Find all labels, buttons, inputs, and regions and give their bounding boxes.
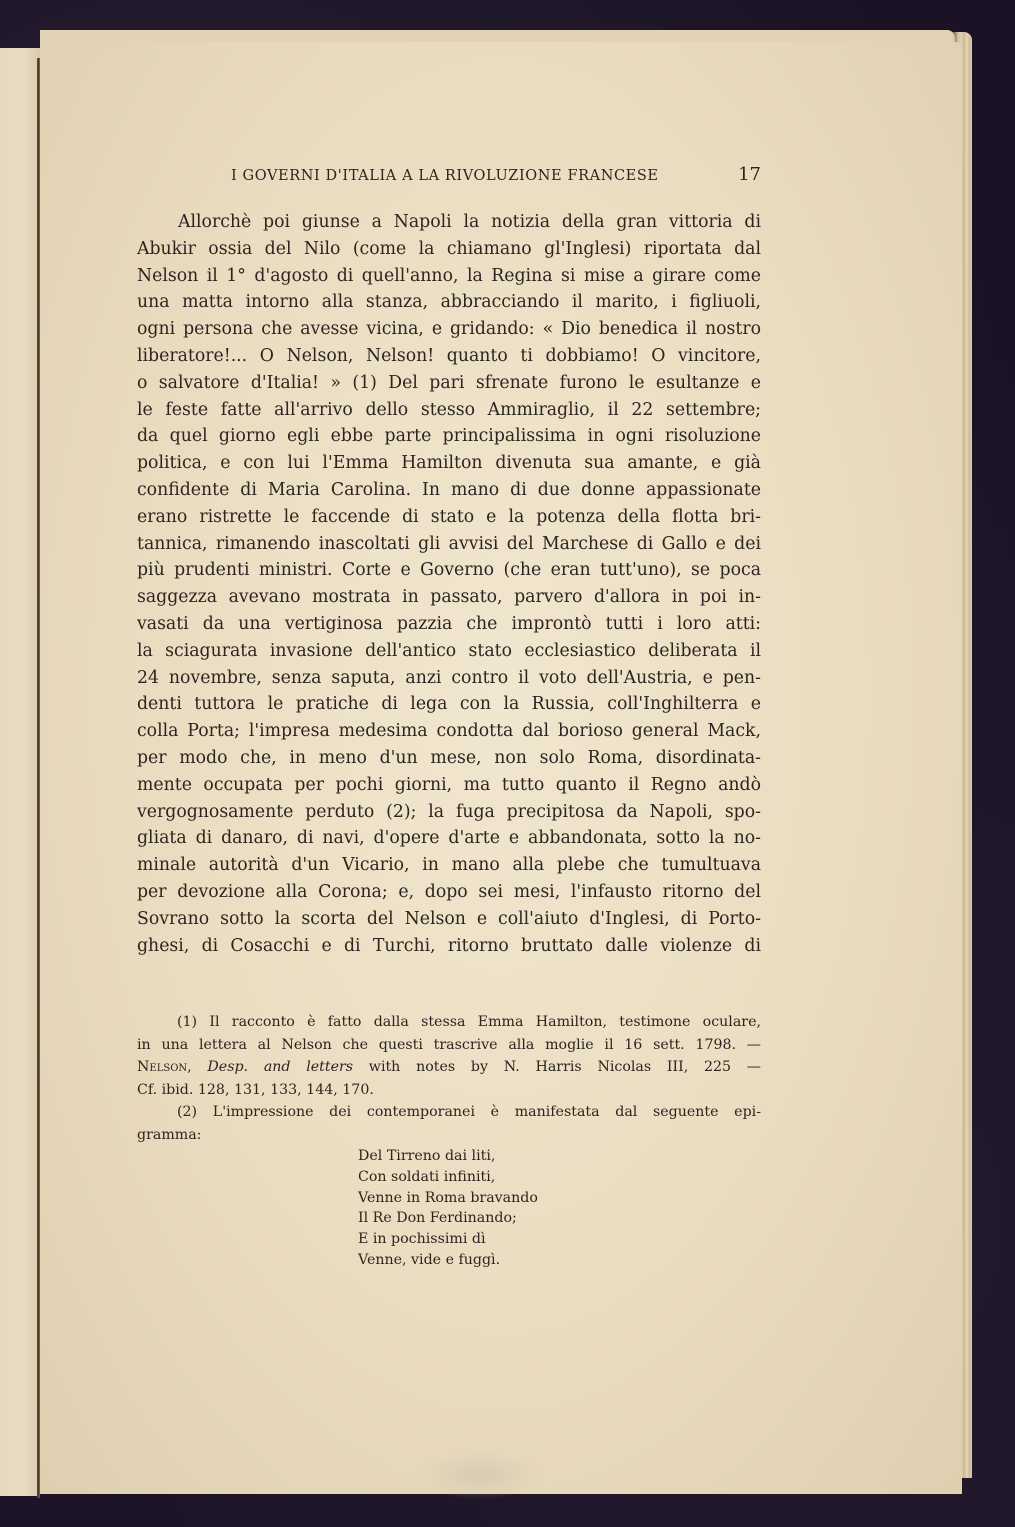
footnote-1-citation — [137, 1056, 761, 1079]
body-line: Nelson il 1° d'agosto di quell'anno, la Regina si mise a girare come — [137, 265, 761, 286]
footnotes — [137, 1011, 761, 1147]
body-line: vasati da una vertiginosa pazzia che improntò tutti i loro atti: — [137, 613, 761, 634]
page-number: 17 — [738, 164, 761, 185]
epigram-line: Del Tirreno dai liti, — [358, 1148, 496, 1164]
footnote-1-line: (1) Il racconto è fatto dalla stessa Emma Hamilton, testimone oculare, — [177, 1014, 761, 1030]
epigram-line: E in pochissimi dì — [358, 1231, 486, 1248]
citation-author: Nelson, — [137, 1059, 192, 1076]
body-line: o salvatore d'Italia! » (1) Del pari sfrenate furono le esultanze e — [137, 372, 761, 393]
body-line: Sovrano sotto la scorta del Nelson e coll'aiuto d'Inglesi, di Porto- — [137, 908, 761, 929]
body-line: confidente di Maria Carolina. In mano di due donne appassionate — [137, 479, 761, 500]
citation-title: Desp. and letters — [207, 1059, 354, 1076]
body-paragraph — [137, 209, 761, 959]
body-line: erano ristrette le faccende di stato e la potenza della flotta bri- — [137, 506, 761, 527]
body-line: ghesi, di Cosacchi e di Turchi, ritorno bruttato dalle violenze di — [137, 935, 761, 956]
citation-details: with notes by N. Harris Nicolas III, 225 — — [368, 1059, 761, 1076]
footnote-2-line: (2) L'impressione dei contemporanei è manifestata dal seguente epi- — [177, 1104, 761, 1121]
body-line: una matta intorno alla stanza, abbracciando il marito, i figliuoli, — [137, 292, 761, 313]
body-line: vergognosamente perduto (2); la fuga precipitosa da Napoli, spo- — [137, 801, 761, 822]
body-line: minale autorità d'un Vicario, in mano alla plebe che tumultuava — [137, 855, 761, 876]
body-line: più prudenti ministri. Corte e Governo (che eran tutt'uno), se poca — [137, 560, 761, 581]
body-line: mente occupata per pochi giorni, ma tutto quanto il Regno andò — [137, 774, 761, 795]
body-line: Abukir ossia del Nilo (come la chiamano gl'Inglesi) riportata dal — [137, 238, 761, 259]
body-line: per devozione alla Corona; e, dopo sei mesi, l'infausto ritorno del — [137, 881, 761, 902]
body-line: gliata di danaro, di navi, d'opere d'arte e abbandonata, sotto la no- — [137, 828, 761, 849]
body-line: per modo che, in meno d'un mese, non solo Roma, disordinata- — [137, 747, 761, 768]
epigram-line: Venne, vide e fuggì. — [358, 1251, 501, 1268]
epigram — [358, 1146, 538, 1271]
book-gutter — [37, 58, 40, 1498]
paper-stain — [420, 1450, 540, 1500]
body-line: saggezza avevano mostrata in passato, parvero d'allora in poi in- — [137, 587, 761, 608]
body-line: politica, e con lui l'Emma Hamilton divenuta sua amante, e già — [137, 453, 761, 474]
body-line: Allorchè poi giunse a Napoli la notizia della gran vittoria di — [178, 212, 761, 232]
footnote-1-line: Cf. ibid. 128, 131, 133, 144, 170. — [137, 1081, 374, 1098]
running-header — [137, 166, 761, 190]
body-line: colla Porta; l'impresa medesima condotta dal borioso general Mack, — [137, 721, 761, 742]
running-head-title: I GOVERNI D'ITALIA A LA RIVOLUZIONE FRANCESE — [231, 168, 659, 184]
body-line: la sciagurata invasione dell'antico stato ecclesiastico deliberata il — [137, 640, 761, 661]
footnote-1-line: in una lettera al Nelson che questi trascrive alla moglie il 16 sett. 1798. — — [137, 1036, 761, 1053]
body-line: le feste fatte all'arrivo dello stesso Ammiraglio, il 22 settembre; — [137, 399, 761, 420]
epigram-line: Con soldati infiniti, — [358, 1168, 496, 1185]
body-line: tannica, rimanendo inascoltati gli avvisi del Marchese di Gallo e dei — [137, 533, 761, 554]
footnote-2-line: gramma: — [137, 1126, 202, 1143]
body-line: liberatore!... O Nelson, Nelson! quanto ti dobbiamo! O vincitore, — [137, 345, 761, 366]
epigram-line: Venne in Roma bravando — [358, 1189, 538, 1206]
epigram-line: Il Re Don Ferdinando; — [358, 1210, 517, 1227]
body-line: ogni persona che avesse vicina, e gridando: « Dio benedica il nostro — [137, 319, 761, 340]
body-line: da quel giorno egli ebbe parte principalissima in ogni risoluzione — [137, 426, 761, 447]
body-line: denti tuttora le pratiche di lega con la Russia, coll'Inghilterra e — [137, 694, 761, 715]
body-line: 24 novembre, senza saputa, anzi contro il voto dell'Austria, e pen- — [137, 667, 761, 688]
previous-page-edge — [0, 48, 40, 1496]
